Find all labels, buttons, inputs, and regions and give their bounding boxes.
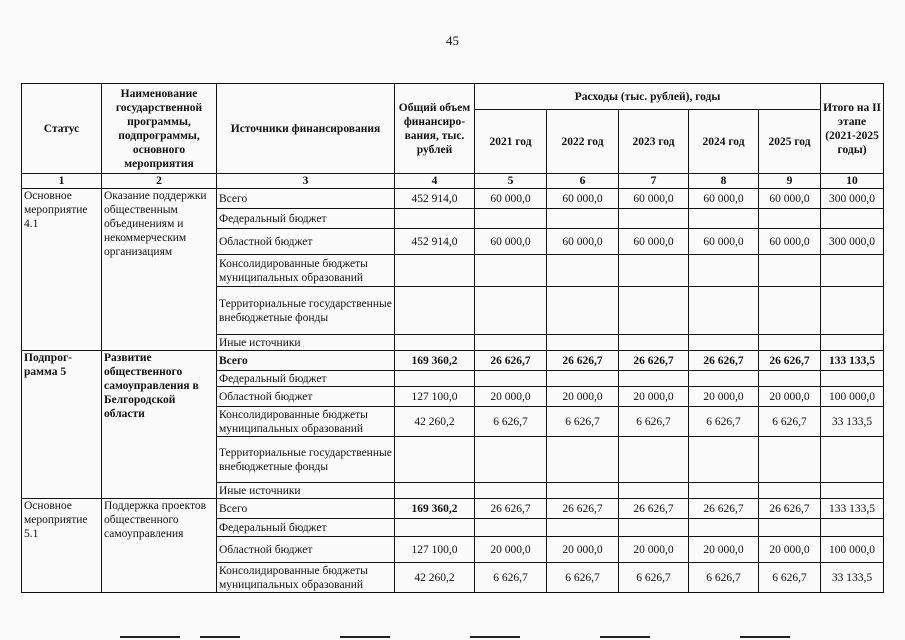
year-amount-cell [547, 519, 619, 537]
header-status: Статус [22, 84, 102, 174]
column-number: 5 [475, 174, 547, 189]
year-amount-cell [759, 519, 821, 537]
year-amount-cell [759, 287, 821, 335]
year-amount-cell [689, 483, 759, 499]
year-amount-cell [689, 335, 759, 351]
total-volume-cell: 452 914,0 [395, 189, 475, 209]
table-row [22, 189, 884, 209]
funding-source-cell: Всего [217, 189, 395, 209]
year-amount-cell [475, 287, 547, 335]
column-number: 1 [22, 174, 102, 189]
year-amount-cell: 6 626,7 [475, 563, 547, 593]
year-amount-cell [475, 483, 547, 499]
header-year: 2024 год [689, 110, 759, 174]
year-amount-cell [759, 335, 821, 351]
year-amount-cell [619, 437, 689, 483]
column-number: 9 [759, 174, 821, 189]
year-amount-cell [475, 255, 547, 287]
stage-total-cell [821, 483, 884, 499]
column-number: 6 [547, 174, 619, 189]
funding-source-cell: Иные источники [217, 335, 395, 351]
year-amount-cell: 60 000,0 [689, 189, 759, 209]
program-name-cell: Оказание поддержки общественным объединениям и некоммерческим организациям [102, 189, 217, 351]
year-amount-cell [547, 335, 619, 351]
total-volume-cell: 42 260,2 [395, 407, 475, 437]
header-total-volume: Общий объем финансиро-вания, тыс. рублей [395, 84, 475, 174]
year-amount-cell [475, 437, 547, 483]
column-number: 7 [619, 174, 689, 189]
scan-edge-mark [470, 636, 520, 638]
funding-source-cell: Консолидированные бюджеты муниципальных образований [217, 563, 395, 593]
stage-total-cell: 33 133,5 [821, 563, 884, 593]
total-volume-cell [395, 335, 475, 351]
year-amount-cell: 20 000,0 [619, 537, 689, 563]
year-amount-cell: 60 000,0 [547, 189, 619, 209]
year-amount-cell: 26 626,7 [689, 499, 759, 519]
year-amount-cell [547, 255, 619, 287]
stage-total-cell [821, 287, 884, 335]
column-number: 4 [395, 174, 475, 189]
year-amount-cell: 26 626,7 [759, 499, 821, 519]
year-amount-cell [689, 255, 759, 287]
year-amount-cell: 6 626,7 [759, 407, 821, 437]
budget-table [21, 83, 884, 593]
funding-source-cell: Федеральный бюджет [217, 519, 395, 537]
funding-source-cell: Федеральный бюджет [217, 209, 395, 229]
year-amount-cell: 6 626,7 [475, 407, 547, 437]
stage-total-cell: 100 000,0 [821, 387, 884, 407]
year-amount-cell: 60 000,0 [689, 229, 759, 255]
year-amount-cell: 60 000,0 [759, 229, 821, 255]
year-amount-cell: 26 626,7 [619, 351, 689, 371]
year-amount-cell [547, 371, 619, 387]
total-volume-cell [395, 483, 475, 499]
scan-edge-mark [340, 636, 390, 638]
funding-source-cell: Консолидированные бюджеты муниципальных образований [217, 407, 395, 437]
total-volume-cell [395, 371, 475, 387]
scan-edge-mark [740, 636, 790, 638]
year-amount-cell [689, 209, 759, 229]
year-amount-cell: 26 626,7 [547, 351, 619, 371]
year-amount-cell [547, 287, 619, 335]
year-amount-cell [547, 483, 619, 499]
year-amount-cell [689, 519, 759, 537]
header-expenses: Расходы (тыс. рублей), годы [475, 84, 821, 110]
year-amount-cell: 6 626,7 [547, 563, 619, 593]
year-amount-cell: 20 000,0 [759, 537, 821, 563]
header-sources: Источники финансирования [217, 84, 395, 174]
year-amount-cell: 60 000,0 [475, 189, 547, 209]
stage-total-cell: 33 133,5 [821, 407, 884, 437]
column-number: 2 [102, 174, 217, 189]
total-volume-cell [395, 437, 475, 483]
year-amount-cell: 6 626,7 [759, 563, 821, 593]
funding-source-cell: Иные источники [217, 483, 395, 499]
stage-total-cell [821, 371, 884, 387]
year-amount-cell: 6 626,7 [689, 407, 759, 437]
funding-source-cell: Областной бюджет [217, 229, 395, 255]
stage-total-cell [821, 255, 884, 287]
status-cell: Подпрог-рамма 5 [22, 351, 102, 499]
stage-total-cell [821, 519, 884, 537]
year-amount-cell: 6 626,7 [547, 407, 619, 437]
stage-total-cell: 133 133,5 [821, 499, 884, 519]
year-amount-cell [619, 483, 689, 499]
year-amount-cell: 20 000,0 [759, 387, 821, 407]
year-amount-cell [619, 209, 689, 229]
year-amount-cell [619, 255, 689, 287]
scan-edge-mark [200, 636, 240, 638]
total-volume-cell [395, 255, 475, 287]
year-amount-cell: 6 626,7 [689, 563, 759, 593]
year-amount-cell: 26 626,7 [759, 351, 821, 371]
stage-total-cell [821, 335, 884, 351]
funding-source-cell: Территориальные государственные внебюджетные фонды [217, 437, 395, 483]
stage-total-cell: 300 000,0 [821, 229, 884, 255]
year-amount-cell [547, 209, 619, 229]
program-name-cell: Развитие общественного самоуправления в Белгородской области [102, 351, 217, 499]
page-number: 45 [446, 33, 459, 48]
funding-source-cell: Областной бюджет [217, 537, 395, 563]
year-amount-cell: 20 000,0 [547, 387, 619, 407]
year-amount-cell [475, 519, 547, 537]
stage-total-cell [821, 209, 884, 229]
header-stage-total: Итого на II этапе (2021-2025 годы) [821, 84, 884, 174]
header-year: 2025 год [759, 110, 821, 174]
column-numbers-row [22, 174, 884, 189]
total-volume-cell [395, 287, 475, 335]
funding-source-cell: Областной бюджет [217, 387, 395, 407]
year-amount-cell [689, 437, 759, 483]
total-volume-cell: 452 914,0 [395, 229, 475, 255]
header-year: 2022 год [547, 110, 619, 174]
year-amount-cell [619, 519, 689, 537]
stage-total-cell: 300 000,0 [821, 189, 884, 209]
total-volume-cell: 169 360,2 [395, 351, 475, 371]
year-amount-cell: 6 626,7 [619, 407, 689, 437]
stage-total-cell: 133 133,5 [821, 351, 884, 371]
total-volume-cell: 127 100,0 [395, 387, 475, 407]
total-volume-cell: 169 360,2 [395, 499, 475, 519]
funding-source-cell: Консолидированные бюджеты муниципальных образований [217, 255, 395, 287]
status-cell: Основное мероприятие 5.1 [22, 499, 102, 593]
funding-source-cell: Всего [217, 351, 395, 371]
stage-total-cell [821, 437, 884, 483]
year-amount-cell: 60 000,0 [475, 229, 547, 255]
year-amount-cell: 26 626,7 [619, 499, 689, 519]
scan-edge-mark [600, 636, 650, 638]
funding-source-cell: Всего [217, 499, 395, 519]
year-amount-cell [619, 335, 689, 351]
header-name: Наименование государственной программы, подпрограммы, основного мероприятия [102, 84, 217, 174]
year-amount-cell: 20 000,0 [547, 537, 619, 563]
year-amount-cell [689, 287, 759, 335]
column-number: 3 [217, 174, 395, 189]
year-amount-cell [759, 209, 821, 229]
year-amount-cell [619, 287, 689, 335]
status-cell: Основное мероприятие 4.1 [22, 189, 102, 351]
column-number: 8 [689, 174, 759, 189]
year-amount-cell [759, 255, 821, 287]
year-amount-cell: 26 626,7 [475, 499, 547, 519]
stage-total-cell: 100 000,0 [821, 537, 884, 563]
year-amount-cell [475, 335, 547, 351]
year-amount-cell [619, 371, 689, 387]
year-amount-cell: 6 626,7 [619, 563, 689, 593]
year-amount-cell: 26 626,7 [689, 351, 759, 371]
year-amount-cell [475, 209, 547, 229]
table-row [22, 351, 884, 371]
table-row [22, 499, 884, 519]
total-volume-cell [395, 209, 475, 229]
program-name-cell: Поддержка проектов общественного самоуправления [102, 499, 217, 593]
total-volume-cell [395, 519, 475, 537]
total-volume-cell: 42 260,2 [395, 563, 475, 593]
year-amount-cell [689, 371, 759, 387]
year-amount-cell: 26 626,7 [547, 499, 619, 519]
year-amount-cell: 60 000,0 [619, 229, 689, 255]
year-amount-cell: 20 000,0 [689, 387, 759, 407]
scan-edge-mark [120, 636, 180, 638]
year-amount-cell [759, 371, 821, 387]
year-amount-cell: 60 000,0 [547, 229, 619, 255]
year-amount-cell [475, 371, 547, 387]
year-amount-cell: 20 000,0 [619, 387, 689, 407]
year-amount-cell [547, 437, 619, 483]
year-amount-cell: 20 000,0 [475, 387, 547, 407]
year-amount-cell: 20 000,0 [689, 537, 759, 563]
funding-source-cell: Федеральный бюджет [217, 371, 395, 387]
funding-source-cell: Территориальные государственные внебюджетные фонды [217, 287, 395, 335]
year-amount-cell: 60 000,0 [619, 189, 689, 209]
year-amount-cell: 60 000,0 [759, 189, 821, 209]
header-year: 2021 год [475, 110, 547, 174]
year-amount-cell: 26 626,7 [475, 351, 547, 371]
total-volume-cell: 127 100,0 [395, 537, 475, 563]
year-amount-cell: 20 000,0 [475, 537, 547, 563]
year-amount-cell [759, 437, 821, 483]
year-amount-cell [759, 483, 821, 499]
header-year: 2023 год [619, 110, 689, 174]
column-number: 10 [821, 174, 884, 189]
